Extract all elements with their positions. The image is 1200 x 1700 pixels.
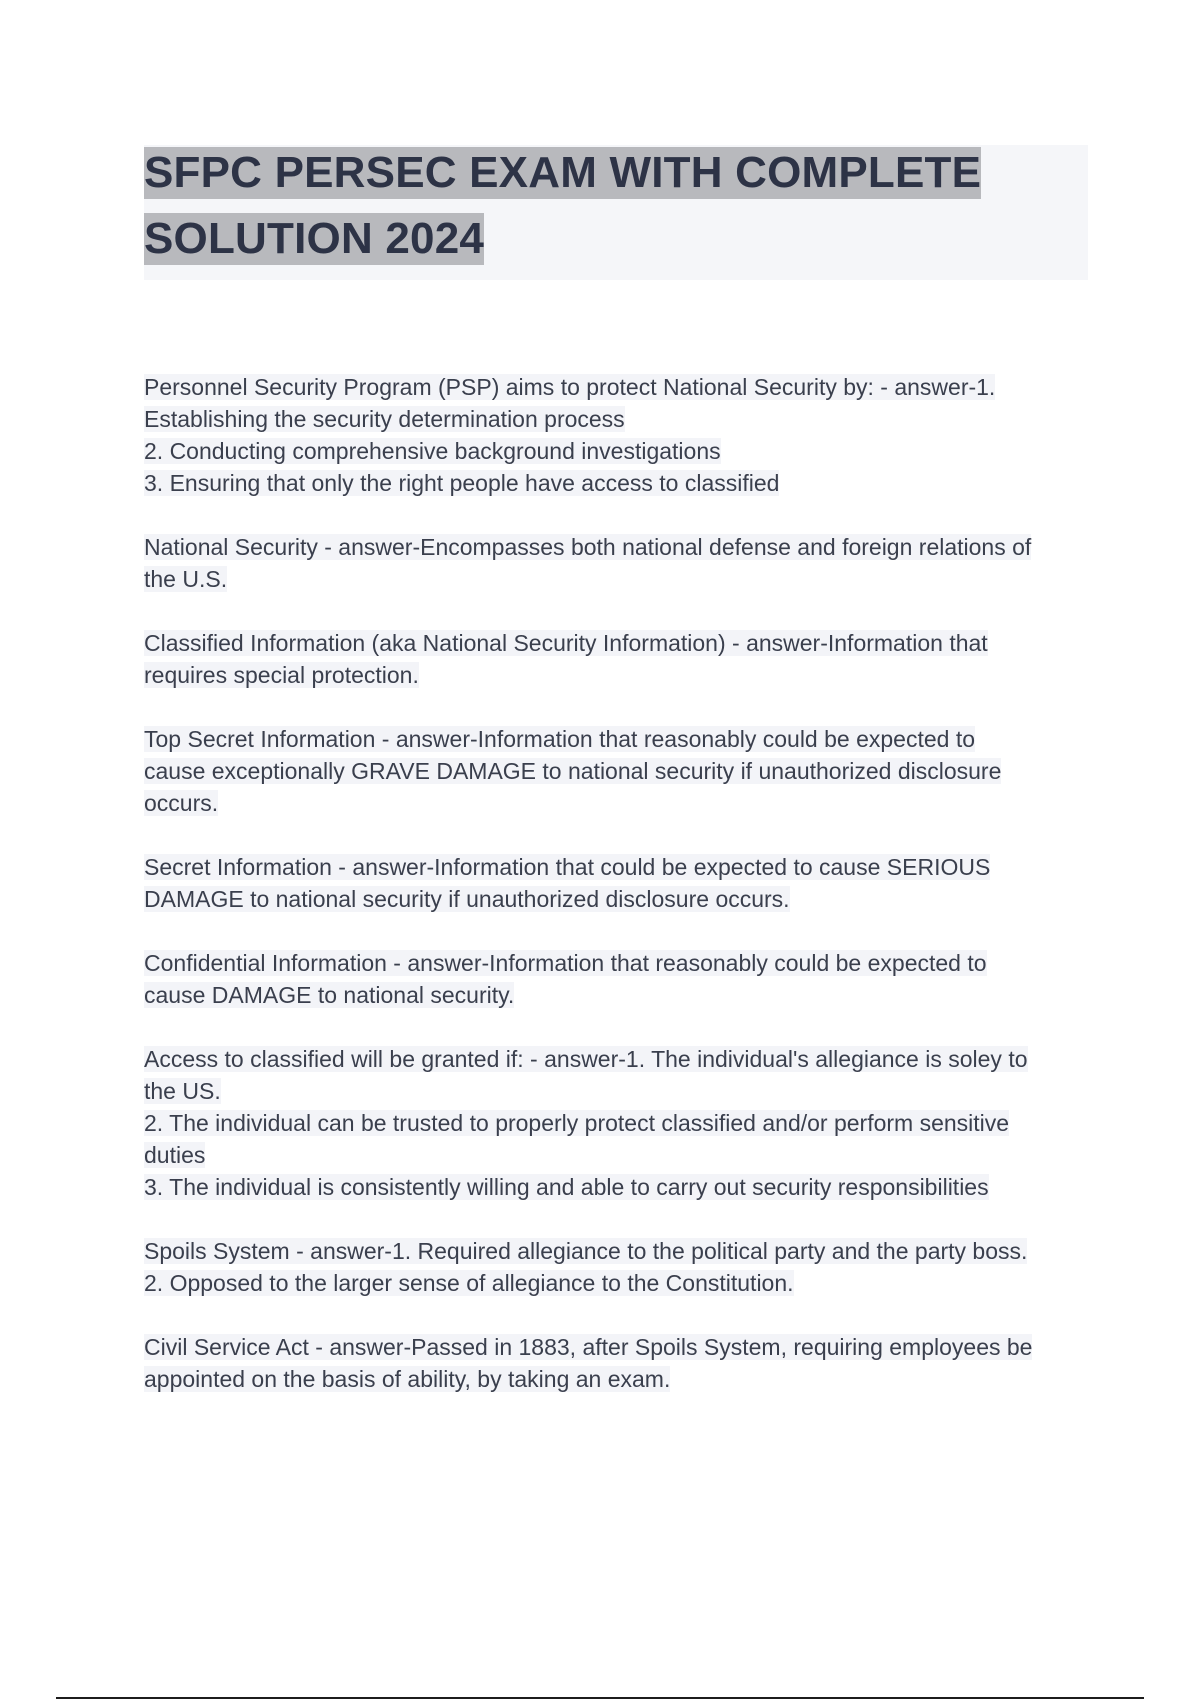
qa-entry xyxy=(144,1043,1088,1203)
qa-line: 2. Opposed to the larger sense of allegiance to the Constitution. xyxy=(144,1270,794,1296)
qa-line: Civil Service Act - answer-Passed in 1883, after Spoils System, requiring employees be xyxy=(144,1334,1033,1360)
qa-line: DAMAGE to national security if unauthorized disclosure occurs. xyxy=(144,886,790,912)
question-answer-list xyxy=(144,371,1088,1427)
qa-line: Personnel Security Program (PSP) aims to protect National Security by: - answer-1. xyxy=(144,374,996,400)
qa-line: Spoils System - answer-1. Required allegiance to the political party and the party boss. xyxy=(144,1238,1028,1264)
qa-line: Access to classified will be granted if: - answer-1. The individual's allegiance is soley to xyxy=(144,1046,1028,1072)
qa-entry xyxy=(144,531,1088,595)
qa-line: Establishing the security determination process xyxy=(144,406,625,432)
document-title xyxy=(144,145,1088,280)
qa-entry xyxy=(144,1235,1088,1299)
qa-entry xyxy=(144,723,1088,819)
qa-line: Secret Information - answer-Information that could be expected to cause SERIOUS xyxy=(144,854,991,880)
qa-entry xyxy=(144,371,1088,499)
qa-line: 3. Ensuring that only the right people have access to classified xyxy=(144,470,780,496)
qa-entry xyxy=(144,627,1088,691)
title-line: SOLUTION 2024 xyxy=(144,214,485,263)
qa-entry xyxy=(144,851,1088,915)
qa-entry xyxy=(144,947,1088,1011)
qa-line: occurs. xyxy=(144,790,219,816)
qa-line: Top Secret Information - answer-Information that reasonably could be expected to xyxy=(144,726,976,752)
qa-entry xyxy=(144,1331,1088,1395)
qa-line: Confidential Information - answer-Information that reasonably could be expected to xyxy=(144,950,987,976)
qa-line: 2. Conducting comprehensive background investigations xyxy=(144,438,721,464)
qa-line: 2. The individual can be trusted to properly protect classified and/or perform sensitive xyxy=(144,1110,1010,1136)
qa-line: National Security - answer-Encompasses both national defense and foreign relations of xyxy=(144,534,1032,560)
title-line: SFPC PERSEC EXAM WITH COMPLETE xyxy=(144,148,982,197)
qa-line: cause DAMAGE to national security. xyxy=(144,982,515,1008)
qa-line: cause exceptionally GRAVE DAMAGE to national security if unauthorized disclosure xyxy=(144,758,1002,784)
qa-line: 3. The individual is consistently willing and able to carry out security responsibilities xyxy=(144,1174,989,1200)
qa-line: Classified Information (aka National Security Information) - answer-Information that xyxy=(144,630,988,656)
qa-line: requires special protection. xyxy=(144,662,419,688)
page-bottom-rule xyxy=(56,1697,1144,1699)
qa-line: appointed on the basis of ability, by taking an exam. xyxy=(144,1366,671,1392)
qa-line: the US. xyxy=(144,1078,221,1104)
qa-line: duties xyxy=(144,1142,206,1168)
qa-line: the U.S. xyxy=(144,566,228,592)
